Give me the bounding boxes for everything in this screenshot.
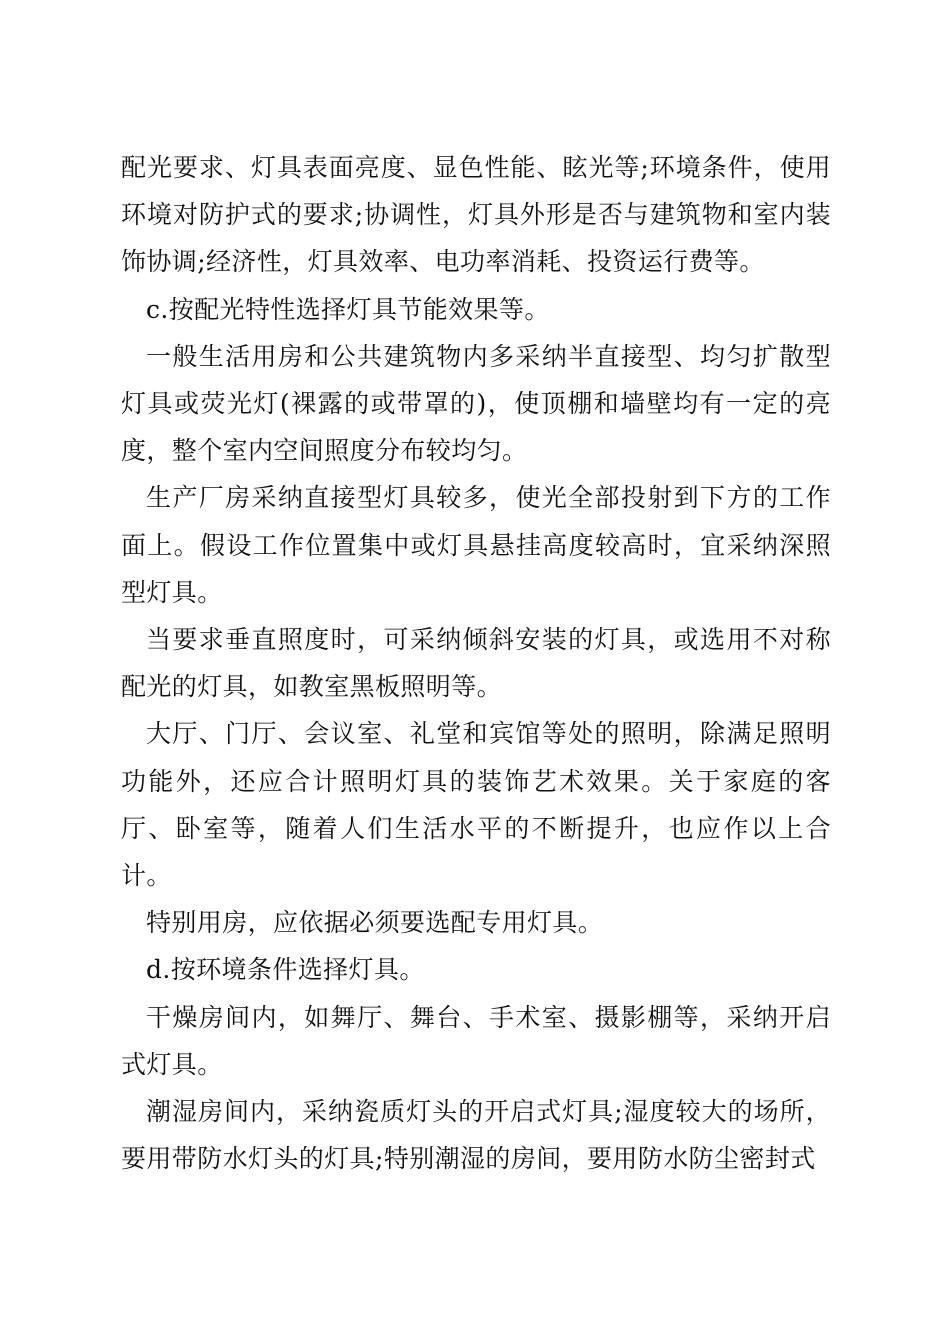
- paragraph-heading-d: d.按环境条件选择灯具。: [146, 955, 425, 985]
- paragraph: 当要求垂直照度时，可采纳倾斜安装的灯具，或选用不对称配光的灯具，如教室黑板照明等。: [121, 625, 831, 702]
- paragraph: 潮湿房间内，采纳瓷质灯头的开启式灯具;湿度较大的场所，要用带防水灯头的灯具;特别潮湿的房间，要用防水防尘密封式: [121, 1097, 831, 1174]
- paragraph: 特别用房，应依据必须要选配专用灯具。: [146, 908, 604, 938]
- paragraph-heading-c: c.按配光特性选择灯具节能效果等。: [146, 294, 550, 324]
- paragraph: 干燥房间内，如舞厅、舞台、手术室、摄影棚等，采纳开启式灯具。: [121, 1002, 831, 1079]
- paragraph: 一般生活用房和公共建筑物内多采纳半直接型、均匀扩散型灯具或荧光灯(裸露的或带罩的)，使顶棚和墙壁均有一定的亮度，整个室内空间照度分布较均匀。: [121, 341, 831, 466]
- paragraph: 大厅、门厅、会议室、礼堂和宾馆等处的照明，除满足照明功能外，还应合计照明灯具的装饰艺术效果。关于家庭的客厅、卧室等，随着人们生活水平的不断提升，也应作以上合计。: [121, 719, 831, 891]
- document-body: [121, 144, 831, 1182]
- paragraph: 生产厂房采纳直接型灯具较多，使光全部投射到下方的工作面上。假设工作位置集中或灯具悬挂高度较高时，宜采纳深照型灯具。: [121, 483, 831, 607]
- paragraph-continuation: 配光要求、灯具表面亮度、显色性能、眩光等;环境条件，使用环境对防护式的要求;协调性，灯具外形是否与建筑物和室内装饰协调;经济性，灯具效率、电功率消耗、投资运行费等。: [121, 153, 831, 277]
